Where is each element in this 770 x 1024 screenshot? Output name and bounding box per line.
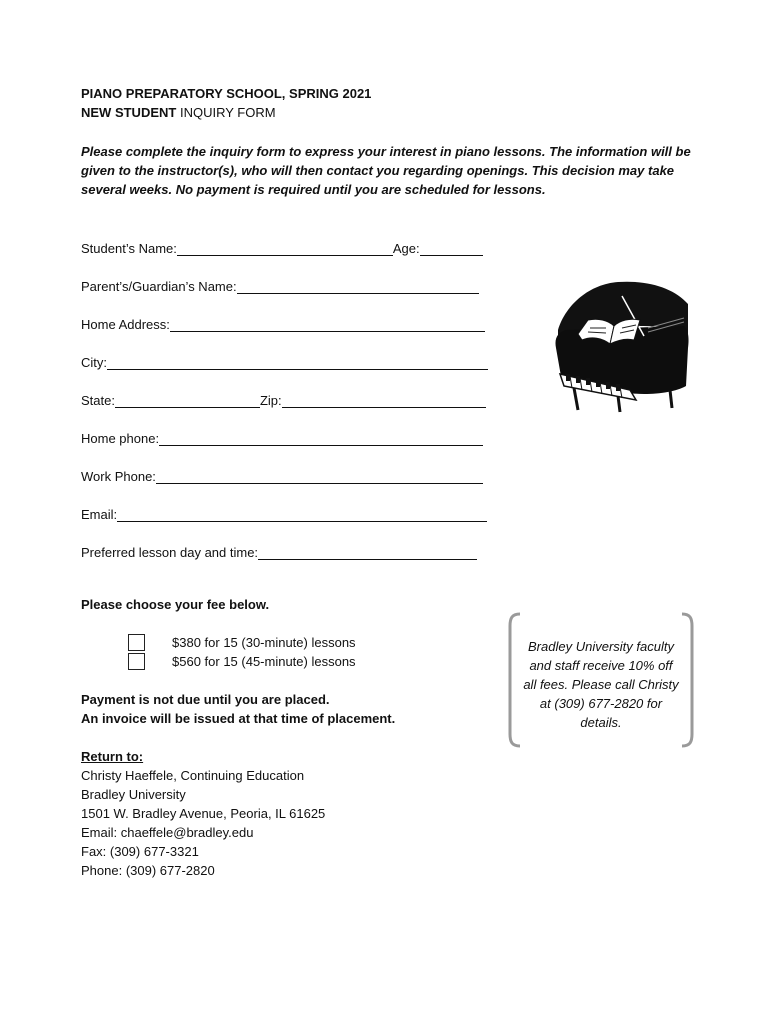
home-address-field[interactable] bbox=[170, 317, 485, 332]
state-field[interactable] bbox=[115, 393, 260, 408]
discount-note-line: at (309) 677-2820 for bbox=[539, 696, 663, 711]
parent-name-row bbox=[81, 274, 479, 294]
email-row bbox=[81, 502, 487, 522]
discount-note bbox=[516, 637, 686, 732]
parent-name-field[interactable] bbox=[237, 279, 479, 294]
return-phone: Phone: (309) 677-2820 bbox=[81, 863, 215, 878]
form-subtitle bbox=[81, 105, 276, 120]
return-to-heading: Return to: bbox=[81, 749, 144, 764]
home-phone-field[interactable] bbox=[159, 431, 483, 446]
fee-option-30min-label: $380 for 15 (30-minute) lessons bbox=[172, 635, 356, 650]
return-fax: Fax: (309) 677-3321 bbox=[81, 844, 199, 859]
parent-name-label: Parent’s/Guardian’s Name: bbox=[81, 279, 237, 294]
form-subtitle-bold: NEW STUDENT bbox=[81, 105, 177, 120]
email-label: Email: bbox=[81, 507, 118, 522]
intro-instructions: Please complete the inquiry form to express your interest in piano lessons. The information will be given to the instructor(s), who will then contact you regarding openings. This decision may take several weeks. No payment is required until you are scheduled for lessons. bbox=[81, 144, 691, 197]
state-zip-row bbox=[81, 388, 486, 408]
grand-piano-icon bbox=[552, 278, 690, 414]
work-phone-field[interactable] bbox=[156, 469, 483, 484]
preferred-day-field[interactable] bbox=[258, 545, 477, 560]
discount-note-line: Bradley University faculty bbox=[528, 639, 674, 654]
preferred-day-label: Preferred lesson day and time: bbox=[81, 545, 259, 560]
fee-option-30min-checkbox[interactable] bbox=[128, 634, 145, 651]
return-street-address: 1501 W. Bradley Avenue, Peoria, IL 61625 bbox=[81, 806, 326, 821]
return-contact-name: Christy Haeffele, Continuing Education bbox=[81, 768, 305, 783]
form-school-title: PIANO PREPARATORY SCHOOL, SPRING 2021 bbox=[81, 86, 372, 101]
student-name-label: Student’s Name: bbox=[81, 241, 177, 256]
age-field[interactable] bbox=[420, 241, 483, 256]
form-subtitle-rest: INQUIRY FORM bbox=[176, 105, 276, 120]
zip-field[interactable] bbox=[282, 393, 486, 408]
home-phone-row bbox=[81, 426, 483, 446]
city-field[interactable] bbox=[107, 355, 488, 370]
city-label: City: bbox=[81, 355, 107, 370]
student-name-field[interactable] bbox=[177, 241, 393, 256]
return-institution: Bradley University bbox=[81, 787, 186, 802]
home-address-label: Home Address: bbox=[81, 317, 170, 332]
payment-note-1: Payment is not due until you are placed. bbox=[81, 692, 330, 707]
fee-option-45min-label: $560 for 15 (45-minute) lessons bbox=[172, 654, 356, 669]
age-label: Age: bbox=[392, 241, 420, 256]
fee-section-title: Please choose your fee below. bbox=[81, 597, 270, 612]
discount-note-line: details. bbox=[580, 715, 622, 730]
work-phone-label: Work Phone: bbox=[81, 469, 156, 484]
student-name-row bbox=[81, 236, 491, 256]
zip-label: Zip: bbox=[259, 393, 282, 408]
discount-note-line: all fees. Please call Christy bbox=[523, 677, 679, 692]
fee-option-45min-checkbox[interactable] bbox=[128, 653, 145, 670]
work-phone-row bbox=[81, 464, 483, 484]
home-address-row bbox=[81, 312, 485, 332]
home-phone-label: Home phone: bbox=[81, 431, 160, 446]
discount-note-line: and staff receive 10% off bbox=[529, 658, 673, 673]
preferred-day-row bbox=[81, 540, 477, 560]
return-email: Email: chaeffele@bradley.edu bbox=[81, 825, 254, 840]
state-label: State: bbox=[81, 393, 115, 408]
city-row bbox=[81, 350, 488, 370]
email-field[interactable] bbox=[117, 507, 487, 522]
payment-note-2: An invoice will be issued at that time of placement. bbox=[81, 711, 396, 726]
